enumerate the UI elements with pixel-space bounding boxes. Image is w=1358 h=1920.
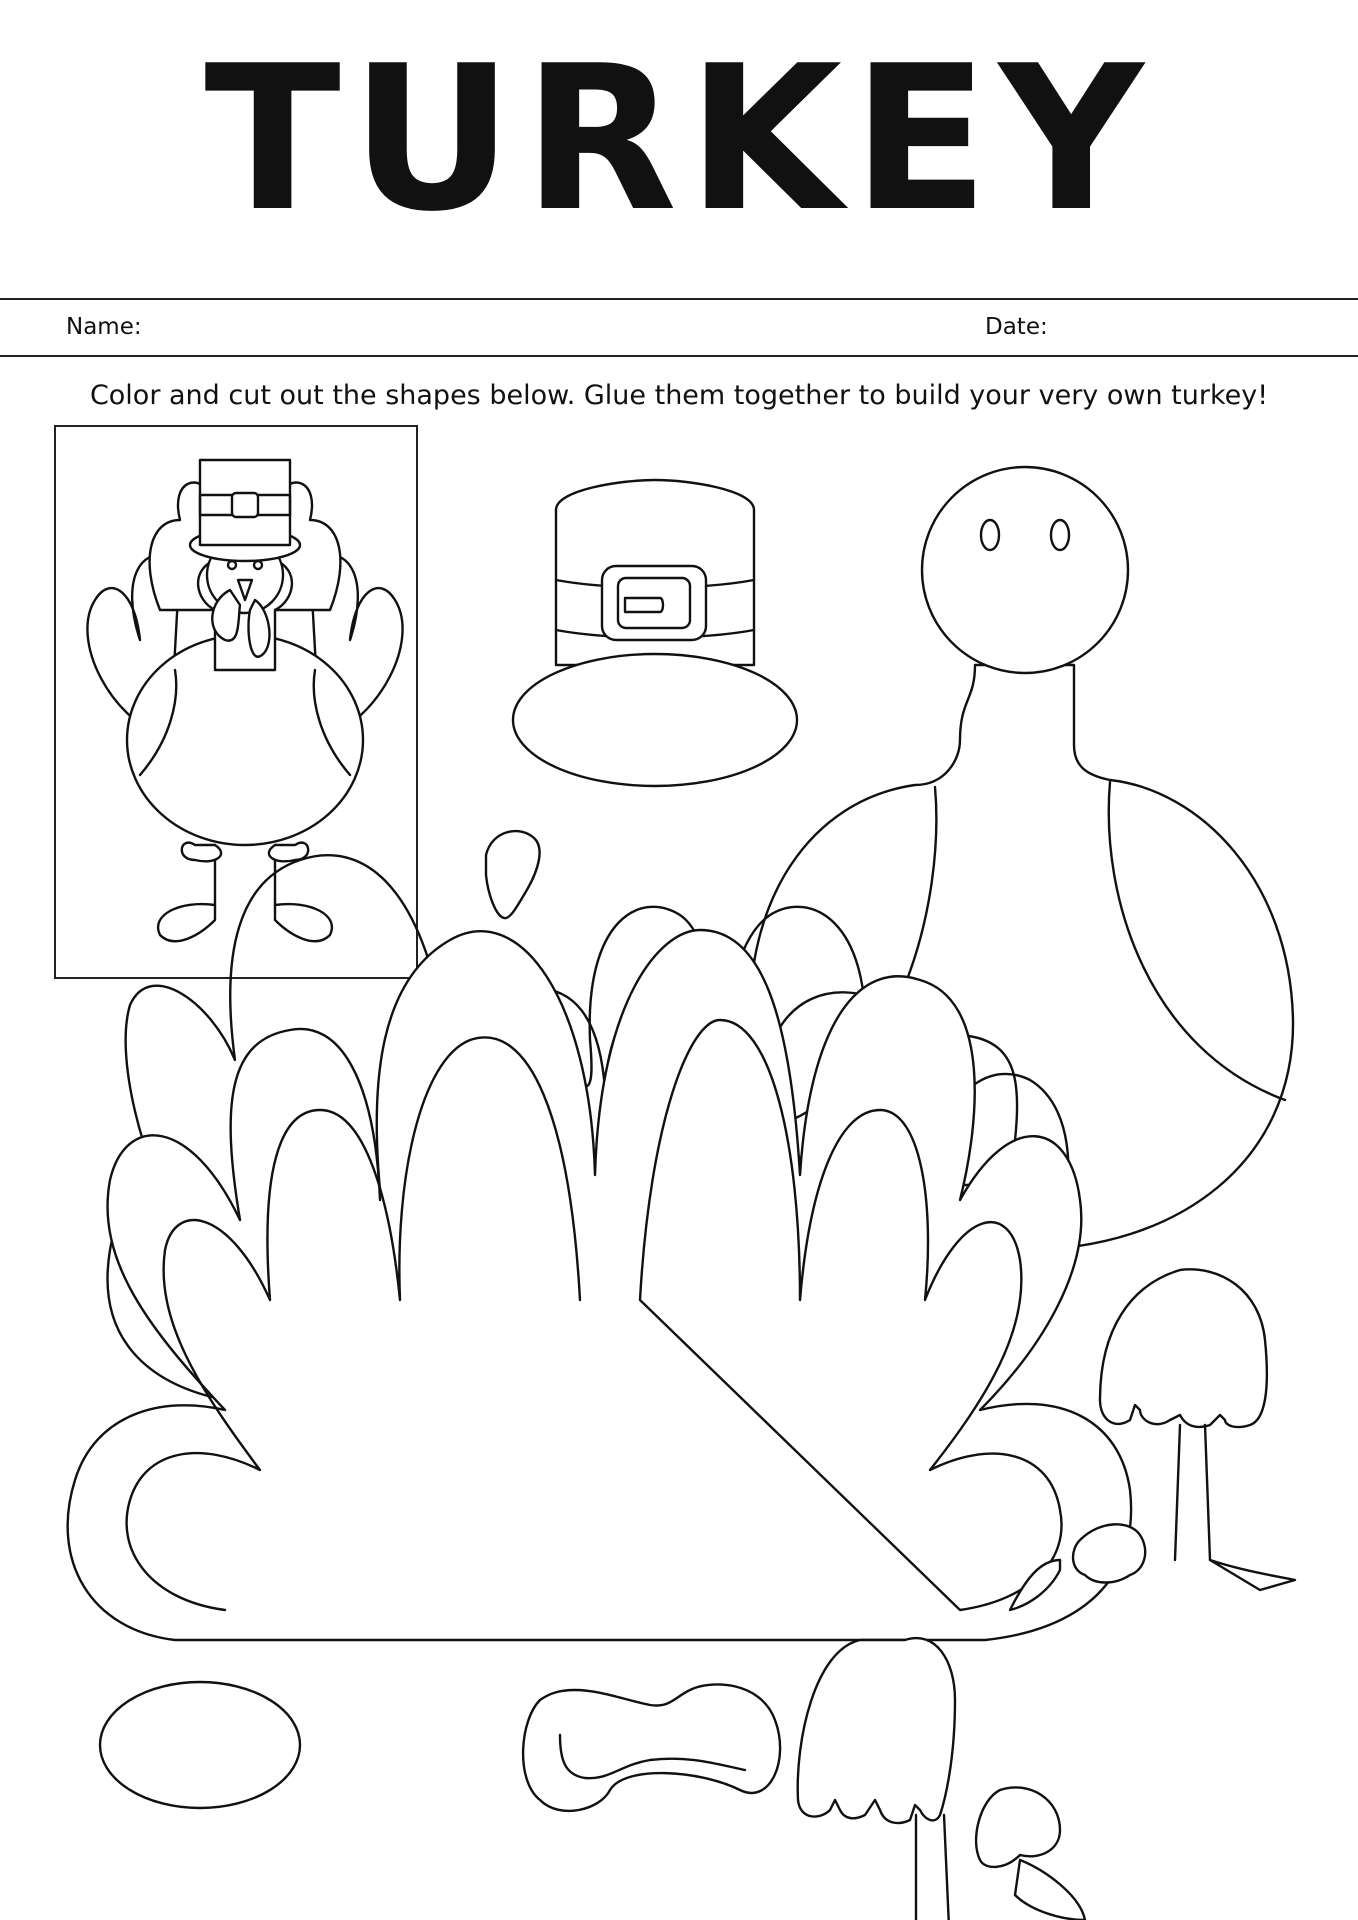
oval-cutout bbox=[100, 1682, 300, 1808]
beak-cutout bbox=[486, 831, 540, 918]
worksheet-title: TURKEY bbox=[204, 23, 1154, 256]
left-foot-cutout bbox=[798, 1638, 1085, 1920]
instructions-text: Color and cut out the shapes below. Glue them together to build your very own turkey! bbox=[89, 380, 1269, 411]
pilgrim-hat-cutout bbox=[513, 480, 797, 786]
name-label: Name: bbox=[66, 314, 142, 340]
date-label: Date: bbox=[985, 314, 1048, 340]
reference-turkey-picture bbox=[87, 460, 402, 941]
